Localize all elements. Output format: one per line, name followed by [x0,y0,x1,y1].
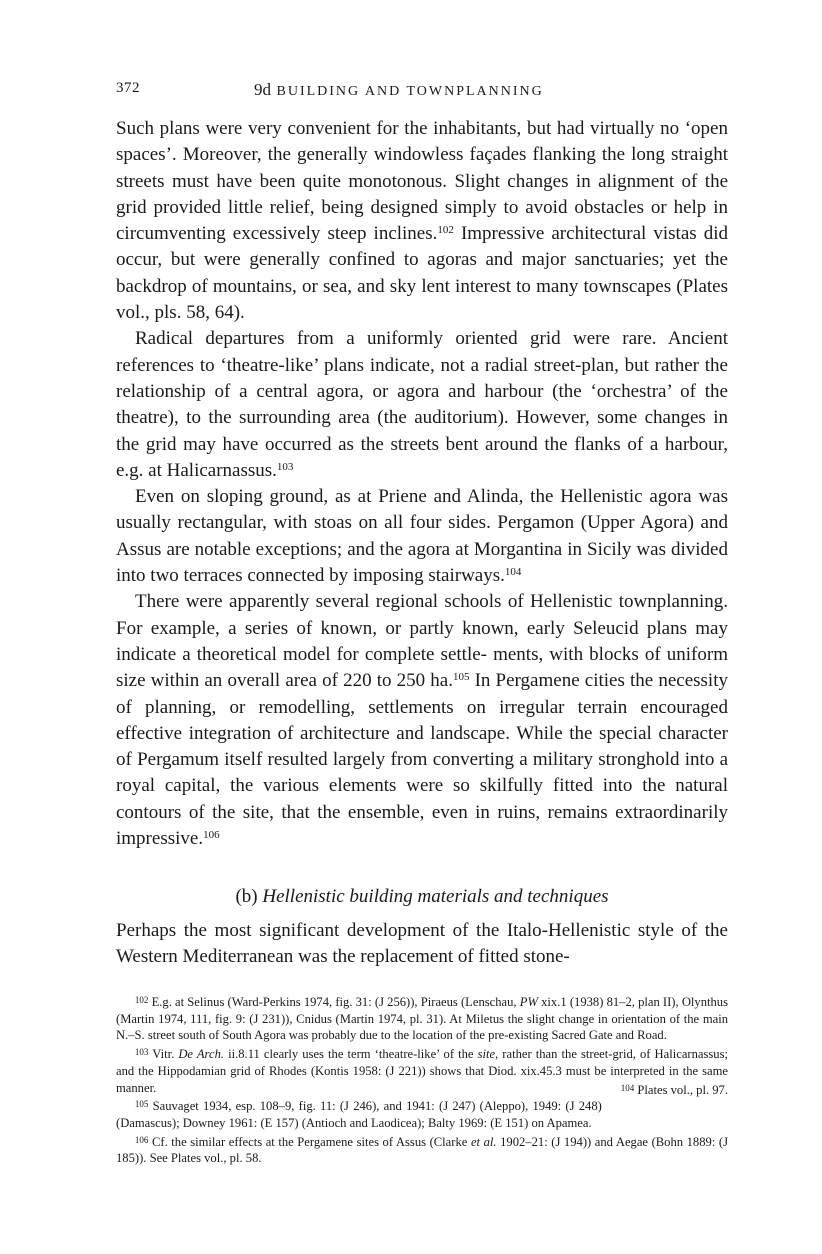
paragraph-text: There were apparently several regional schools of Hellenistic townplanning. For example, a series of known, or partly known, early Seleucid plans may indicate a theoretical model for complete settle- ments, with blocks of uniform size within an overall area of 220 to 250 ha. [116,591,728,692]
footnote-text: Vitr. [152,1047,179,1062]
footnote-104 [602,1080,728,1099]
paragraph-text: Radical departures from a uniformly oriented grid were rare. Ancient references to ‘theatre-like’ plans indicate, not a radial street-plan, but rather the relationship of a central agora, or agora and harbour (the ‘orchestra’ of the theatre), to the surrounding area (the auditorium). However, some changes in the grid may have occurred as the streets bent around the flanks of a harbour, e.g. at Halicarnassus. [116,328,728,481]
footnote-italic: site [477,1047,496,1062]
footnote-text: , rather than the street-grid, of Halicarnassus; and the Hippodamian grid of Rhodes (Kontis 1958: (J 221)) shows that Diod. xix.45.3 must be interpreted in the same manner. [116,1047,728,1095]
body-text-continued [116,918,728,971]
paragraph-text: In Pergamene cities the necessity of planning, or remodelling, settlements on irregular terrain encouraged effective integration of architecture and landscape. While the special character of Pergamum itself resulted largely from converting a military stronghold into a royal capital, the various elements were so skilfully fitted into the natural contours of the site, that the ensemble, even in ruins, remains extraordinarily impressive. [116,670,728,850]
running-head [116,80,728,102]
footnote-text: xix.1 (1938) 81–2, plan II), Olynthus (Martin 1974, 111, fig. 9: (J 231)), Cnidus (Martin 1974, pl. 31). At Miletus the slight change in orientation of the main N.–S. street south of South Agora was probably due to the location of the pre-existing Sacred Gate and Road. [116,995,729,1043]
paragraph [116,116,728,326]
footnote-ref[interactable]: 102 [437,224,454,237]
footnote-text: ii.8.11 clearly uses the term ‘theatre-like’ of the [224,1047,478,1062]
chapter-title: BUILDING AND TOWNPLANNING [276,84,544,99]
footnote-ref[interactable]: 105 [452,671,470,684]
body-text [116,116,728,852]
footnote-106 [116,1132,728,1167]
footnote-text: 1902–21: (J 194)) and Aegae (Bohn 1889: (J 185)). See Plates vol., pl. 58. [116,1134,728,1166]
footnote-number: 106 [134,1134,149,1145]
paragraph: Perhaps the most significant development of the Italo-Hellenistic style of the Western Mediterranean was the replacement of fitted stone- [116,920,728,968]
paragraph-text: Impressive architectural vistas did occur, but were generally confined to agoras and major sanctuaries; yet the backdrop of mountains, or sea, and sky lent interest to many townscapes (Plates vol., pls. 58, 64). [116,223,728,324]
footnote-105 [116,1096,728,1131]
paragraph [116,484,728,589]
footnote-text: E.g. at Selinus (Ward-Perkins 1974, fig. 31: (J 256)), Piraeus (Lenschau, [151,995,520,1009]
paragraph-text: Even on sloping ground, as at Priene and Alinda, the Hellenistic agora was usually rectangular, with stoas on all four sides. Pergamon (Upper Agora) and Assus are notable exceptions; and the agora at Morgantina in Sicily was divided into two terraces connected by imposing stairways. [116,486,728,587]
footnote-text: Sauvaget 1934, esp. 108–9, fig. 11: (J 246), and 1941: (J 247) (Aleppo), 1949: (J 248) (Damascus); Downey 1961: (E 157) (Antioch and Laodicea); Balty 1969: (E 151) on Apamea. [116,1099,602,1130]
footnote-103 [116,1044,728,1096]
footnote-italic: PW [519,995,538,1009]
section-subheading [116,886,728,908]
footnote-text: Plates vol., pl. 97. [637,1082,728,1097]
paragraph [116,326,728,484]
page-number: 372 [116,80,140,96]
subheading-label: (b) [235,886,258,907]
footnote-number: 103 [134,1047,149,1058]
footnote-ref[interactable]: 104 [504,566,522,579]
footnotes [116,992,728,1167]
footnote-italic: De Arch. [178,1047,225,1062]
running-title [254,80,544,100]
footnote-text: Cf. the similar effects at the Pergamene sites of Assus (Clarke [151,1134,471,1149]
footnote-ref[interactable]: 106 [203,829,220,842]
book-page [116,0,728,1254]
footnote-number: 104 [620,1082,635,1093]
footnote-ref[interactable]: 103 [276,460,294,473]
subheading-title: Hellenistic building materials and techniques [262,886,609,907]
footnote-102 [116,992,728,1044]
paragraph [116,589,728,852]
section-number: 9d [254,80,271,99]
footnote-number: 102 [134,995,149,1005]
footnote-italic: et al. [470,1134,497,1149]
footnote-number: 105 [134,1099,149,1110]
paragraph-text: Such plans were very convenient for the inhabitants, but had virtually no ‘open spaces’. Moreover, the generally windowless façades flanking the long straight streets must have been quite monotonous. Slight changes in alignment of the grid provided little relief, being designed simply to avoid obstacles or help in circumventing excessively steep inclines. [116,118,728,245]
